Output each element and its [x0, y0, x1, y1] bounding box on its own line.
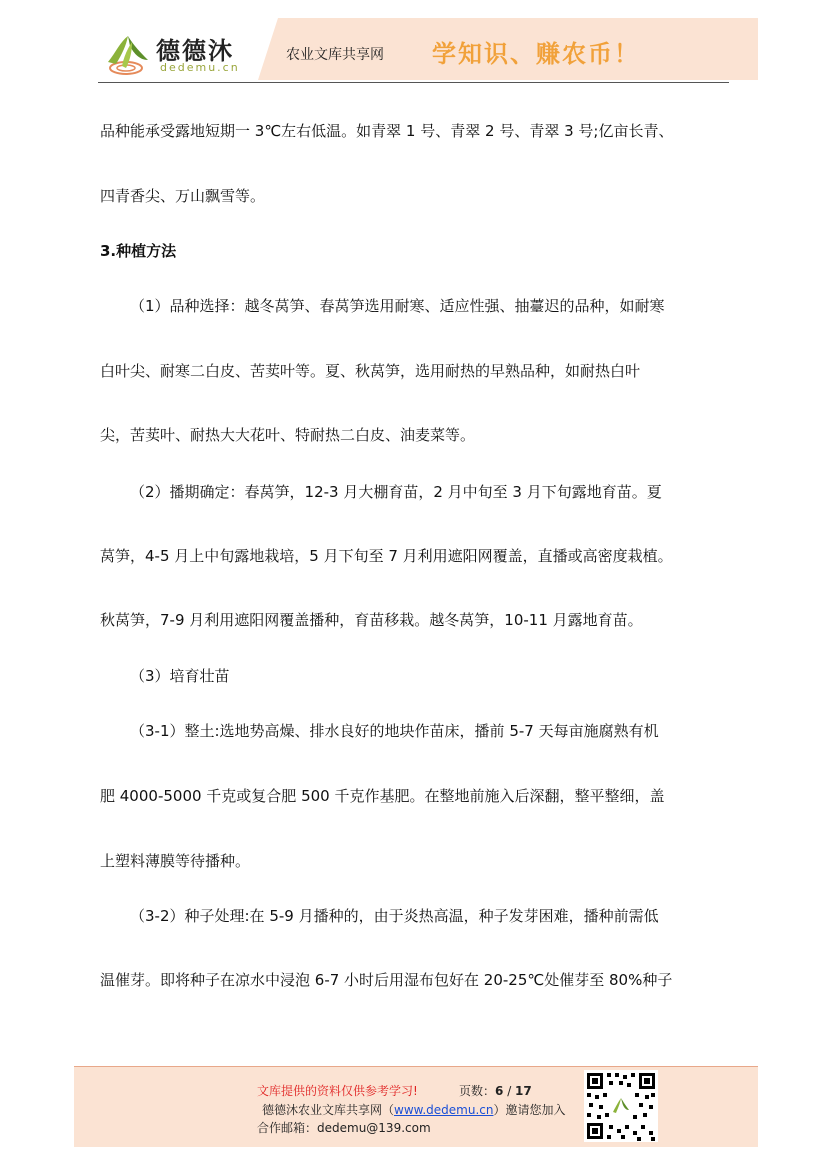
section-heading: 3.种植方法	[100, 242, 177, 260]
text-line: 尖，苦荬叶、耐热大大花叶、特耐热二白皮、油麦菜等。	[100, 426, 476, 444]
text-line: 四青香尖、万山飘雪等。	[100, 187, 266, 205]
page-total: 17	[515, 1084, 532, 1098]
page-counter	[459, 1082, 532, 1099]
text-line: 莴笋，4-5 月上中旬露地栽培，5 月下旬至 7 月利用遮阳网覆盖，直播或高密度栽植。	[100, 547, 673, 565]
text-line: （1）品种选择：越冬莴笋、春莴笋选用耐寒、适应性强、抽薹迟的品种，如耐寒	[130, 297, 665, 315]
text-line: 品种能承受露地短期一 3℃左右低温。如青翠 1 号、青翠 2 号、青翠 3 号;亿亩长青、	[100, 122, 674, 140]
slogan: 学知识、赚农币！	[432, 39, 640, 68]
site-link[interactable]: www.dedemu.cn	[394, 1103, 494, 1117]
logo-text: 德德沐	[156, 36, 234, 65]
footer-invite-suffix: ）邀请您加入	[493, 1103, 566, 1117]
subsection-heading: （3）培育壮苗	[130, 667, 230, 685]
text-line: （3-2）种子处理:在 5-9 月播种的，由于炎热高温，种子发芽困难，播种前需低	[130, 907, 659, 925]
page-separator: /	[503, 1084, 516, 1098]
logo[interactable]	[98, 28, 258, 80]
text-line: 温催芽。即将种子在凉水中浸泡 6-7 小时后用湿布包好在 20-25℃处催芽至 80%种子	[100, 971, 673, 989]
text-line: 白叶尖、耐寒二白皮、苦荬叶等。夏、秋莴笋，选用耐热的早熟品种，如耐热白叶	[100, 362, 641, 380]
page-header	[0, 0, 827, 90]
text-line: （2）播期确定：春莴笋，12-3 月大棚育苗，2 月中旬至 3 月下旬露地育苗。夏	[130, 483, 662, 501]
contact-email: 合作邮箱：dedemu@139.com	[257, 1121, 431, 1135]
header-divider	[98, 82, 729, 83]
text-line: 上塑料薄膜等待播种。	[100, 852, 251, 870]
footer-invite-prefix: 德德沐农业文库共享网（	[262, 1103, 395, 1117]
logo-mark-icon	[102, 32, 154, 78]
qr-code-icon[interactable]	[584, 1070, 658, 1142]
page-counter-label: 页数：	[459, 1084, 496, 1098]
footer-note: 文库提供的资料仅供参考学习!	[257, 1084, 418, 1098]
text-line: 肥 4000-5000 千克或复合肥 500 千克作基肥。在整地前施入后深翻，整平整细，盖	[100, 787, 665, 805]
logo-subtext: dedemu.cn	[160, 61, 240, 74]
text-line: 秋莴笋，7-9 月利用遮阳网覆盖播种，育苗移栽。越冬莴笋，10-11 月露地育苗。	[100, 611, 643, 629]
page-current: 6	[495, 1084, 504, 1098]
site-name: 农业文库共享网	[286, 47, 384, 63]
footer-invite	[262, 1101, 566, 1118]
text-line: （3-1）整土:选地势高燥、排水良好的地块作苗床，播前 5-7 天每亩施腐熟有机	[130, 722, 659, 740]
